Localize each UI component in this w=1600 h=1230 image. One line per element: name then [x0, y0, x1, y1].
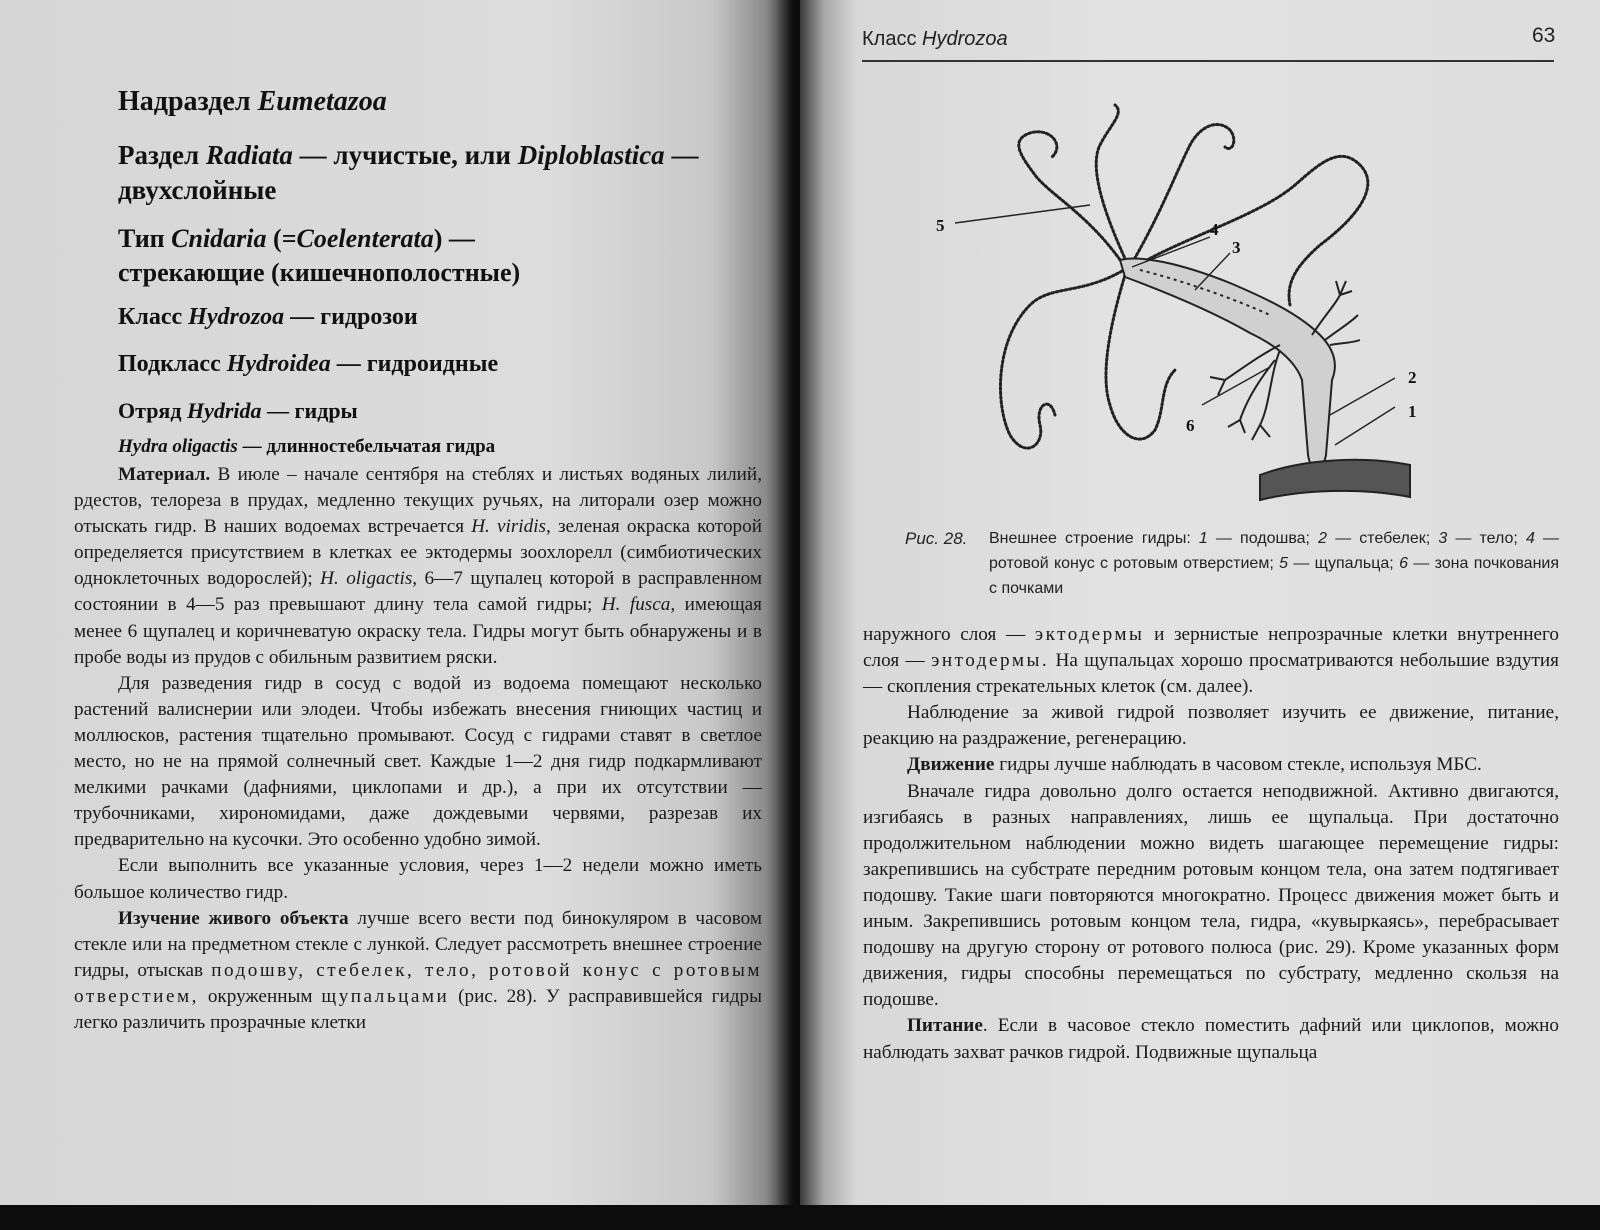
paragraph-live-study: Изучение живого объекта лучше всего вести под бинокуляром в часовом стекле или на предметном стекле с лункой. Следует рассмотреть внешнее строение гидры, отыскав подошву, стебелек, тело, ротовой конус с ротовым отверстием, окруженным щупальцами (рис. 28). У расправившейся гидры легко различить прозрачные клетки [74, 907, 762, 1033]
paragraph-conditions: Если выполнить все указанные условия, через 1—2 недели можно иметь большое количество гидр. [74, 855, 762, 903]
paragraph-observation: Наблюдение за живой гидрой позволяет изучить ее движение, питание, реакцию на раздражение, регенерацию. [863, 702, 1559, 750]
subclass-heading: Подкласс Hydroidea — гидроидные [118, 351, 499, 377]
left-page [0, 0, 790, 1210]
label-5: 5 [936, 216, 945, 235]
label-3: 3 [1232, 238, 1241, 257]
substrate-stem [1260, 460, 1410, 500]
page-number: 63 [1532, 24, 1556, 47]
bleed-through-text: ⠀ [80, 18, 92, 34]
paragraph-layers: наружного слоя — эктодермы и зернистые непрозрачные клетки внутреннего слоя — энтодермы. На щупальцах хорошо просматриваются небольшие вздутия — скопления стрекательных клеток (см. далее). [863, 624, 1560, 698]
paragraph-breeding: Для разведения гидр в сосуд с водой из водоема помещают несколько растений валиснерии или элодеи. Чтобы избежать внесения гниющих частиц и моллюсков, растения тщательно промывают. Сосуд с гидрами ставят в светлое место, но не на прямой солнечный свет. Каждые 1—2 дня гидр подкармливают мелкими рачками (дафниями, циклопами и др.), а при их отсутствии — трубочниками, хирономидами, даже дождевыми червями, разрезав их предварительно на кусочки. Это особенно удобно зимой. [74, 672, 762, 851]
left-body-text [74, 462, 762, 1036]
label-2: 2 [1408, 368, 1417, 387]
hydra-body [1120, 259, 1360, 471]
paragraph-movement-intro: Движение гидры лучше наблюдать в часовом стекле, используя МБС. [907, 754, 1482, 776]
bottom-edge [0, 1205, 1600, 1230]
superdivision-heading: Надраздел Eumetazoa [118, 86, 387, 117]
paragraph-material: Материал. В июле – начале сентября на стеблях и листьях водяных лилий, рдестов, телореза в прудах, медленно текущих ручьях, на литорали озер можно отыскать гидр. В наших водоемах встречается H. viridis, зеленая окраска которой определяется присутствием в клетках ее эктодермы зоохлорелл (симбиотических одноклеточных водорослей); H. oligactis, 6—7 щупалец которой в расправленном состоянии в 4—5 раз превышают длину тела самой гидры; H. fusca, имеющая менее 6 щупалец и коричневатую окраску тела. Гидры могут быть обнаружены и в пробе воды из прудов с обильным развитием ряски. [74, 464, 762, 668]
label-4: 4 [1210, 220, 1219, 239]
label-1: 1 [1408, 402, 1417, 421]
hydra-illustration [936, 105, 1480, 510]
species-heading: Hydra oligactis — длинностебельчатая гидра [118, 436, 496, 457]
order-heading: Отряд Hydrida — гидры [118, 398, 358, 423]
class-heading: Класс Hydrozoa — гидрозои [118, 304, 418, 330]
label-6: 6 [1186, 416, 1195, 435]
paragraph-feeding: Питание. Если в часовое стекло поместить дафний или циклопов, можно наблюдать захват рачков гидрой. Подвижные щупальца [863, 1015, 1559, 1063]
phylum-heading: Тип Cnidaria (=Coelenterata) — стрекающие (кишечнополостные) [118, 224, 521, 287]
caption-text: Внешнее строение гидры: 1 — подошва; 2 — стебелек; 3 — тело; 4 — ротовой конус с ротовым отверстием; 5 — щупальца; 6 — зона почкования с почками [989, 530, 1560, 597]
header-rule [862, 60, 1554, 62]
right-body-text [863, 622, 1559, 1066]
running-header: Класс Hydrozoa [862, 28, 1008, 50]
caption-label: Рис. 28. [905, 529, 968, 548]
division-heading: Раздел Radiata — лучистые, или Diploblastica — двухслойные [118, 140, 699, 205]
paragraph-movement: Вначале гидра довольно долго остается неподвижной. Активно двигаются, изгибаясь в разных направлениях, лишь ее щупальца. При достаточно продолжительном наблюдении можно видеть шагающее перемещение гидры: закрепившись на субстрате передним ротовым концом тела, она затем подтягивает подошву. Такие шаги повторяются многократно. Процесс движения может быть и иным. Закрепившись ротовым концом тела, гидра, «кувыркаясь», перебрасывает подошву на другую сторону от ротового полюса (рис. 29). Кроме указанных форм движения, гидры способны перемещаться по субстрату, медленно скользя на подошве. [863, 780, 1559, 1011]
